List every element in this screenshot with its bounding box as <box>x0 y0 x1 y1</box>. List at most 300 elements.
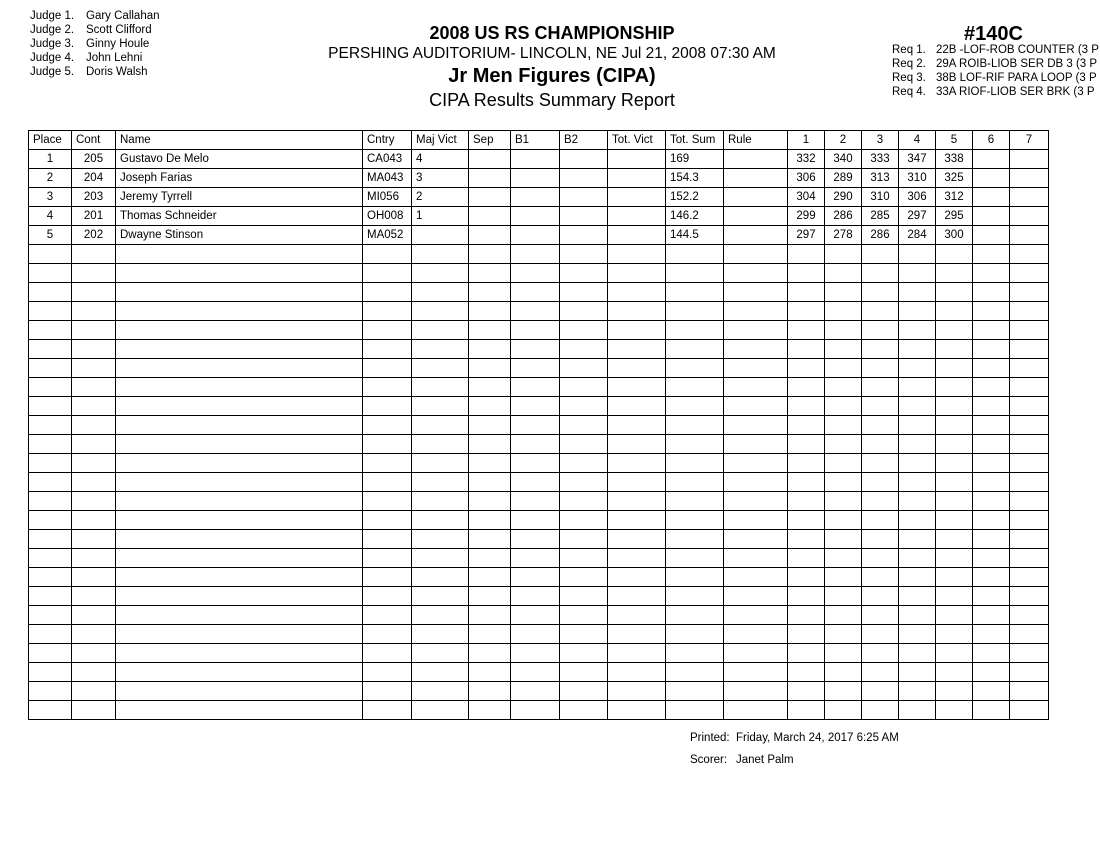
contestant-number-cell: 203 <box>72 188 116 207</box>
separation-cell <box>469 169 511 188</box>
empty-cell <box>412 625 469 644</box>
empty-cell <box>363 682 412 701</box>
judge-3-score-cell: 285 <box>862 207 899 226</box>
empty-cell <box>899 530 936 549</box>
empty-cell <box>29 245 72 264</box>
empty-cell <box>560 283 608 302</box>
empty-cell <box>511 340 560 359</box>
b1-cell <box>511 188 560 207</box>
empty-cell <box>608 416 666 435</box>
empty-cell <box>116 435 363 454</box>
empty-cell <box>862 530 899 549</box>
empty-cell <box>666 283 724 302</box>
b2-cell <box>560 169 608 188</box>
empty-cell <box>899 435 936 454</box>
empty-cell <box>116 511 363 530</box>
major-victories-cell <box>412 226 469 245</box>
judge-1-score-cell: 304 <box>788 188 825 207</box>
major-victories-cell: 4 <box>412 150 469 169</box>
empty-cell <box>862 644 899 663</box>
empty-cell <box>72 625 116 644</box>
empty-cell <box>862 245 899 264</box>
empty-cell <box>724 549 788 568</box>
empty-cell <box>788 321 825 340</box>
empty-cell <box>666 245 724 264</box>
empty-cell <box>973 587 1010 606</box>
empty-cell <box>72 321 116 340</box>
empty-cell <box>862 340 899 359</box>
empty-cell <box>973 378 1010 397</box>
empty-cell <box>511 454 560 473</box>
empty-cell <box>511 492 560 511</box>
empty-cell <box>973 606 1010 625</box>
empty-cell <box>511 606 560 625</box>
empty-cell <box>1010 701 1049 720</box>
rule-cell <box>724 169 788 188</box>
empty-cell <box>116 473 363 492</box>
requirement-row <box>892 71 1100 85</box>
empty-cell <box>973 283 1010 302</box>
empty-cell <box>363 397 412 416</box>
country-cell: OH008 <box>363 207 412 226</box>
empty-cell <box>608 245 666 264</box>
empty-cell <box>511 663 560 682</box>
judge-7-score-cell <box>1010 169 1049 188</box>
empty-cell <box>825 701 862 720</box>
empty-cell <box>608 454 666 473</box>
empty-cell <box>1010 359 1049 378</box>
empty-cell <box>511 359 560 378</box>
empty-cell <box>412 245 469 264</box>
empty-cell <box>936 473 973 492</box>
rule-cell <box>724 188 788 207</box>
scorer-value: Janet Palm <box>736 754 794 766</box>
table-row <box>29 207 1049 226</box>
empty-cell <box>788 435 825 454</box>
empty-cell <box>724 378 788 397</box>
judge-row <box>30 65 160 79</box>
empty-table-row <box>29 663 1049 682</box>
empty-cell <box>29 264 72 283</box>
judge-name: Scott Clifford <box>86 24 152 36</box>
total-victories-cell <box>608 226 666 245</box>
empty-cell <box>469 245 511 264</box>
empty-cell <box>560 435 608 454</box>
empty-cell <box>666 454 724 473</box>
empty-cell <box>899 454 936 473</box>
empty-table-row <box>29 454 1049 473</box>
empty-cell <box>560 568 608 587</box>
empty-cell <box>973 663 1010 682</box>
empty-cell <box>862 416 899 435</box>
table-row <box>29 188 1049 207</box>
column-header: Cont <box>72 131 116 150</box>
empty-cell <box>899 397 936 416</box>
empty-cell <box>724 435 788 454</box>
empty-cell <box>469 511 511 530</box>
empty-cell <box>1010 416 1049 435</box>
empty-cell <box>788 359 825 378</box>
empty-cell <box>608 321 666 340</box>
judge-7-score-cell <box>1010 226 1049 245</box>
empty-cell <box>511 625 560 644</box>
empty-cell <box>1010 321 1049 340</box>
requirement-row <box>892 85 1100 99</box>
empty-cell <box>724 283 788 302</box>
judge-1-score-cell: 332 <box>788 150 825 169</box>
empty-cell <box>825 435 862 454</box>
empty-cell <box>560 625 608 644</box>
empty-cell <box>412 606 469 625</box>
empty-table-row <box>29 530 1049 549</box>
judge-4-score-cell: 347 <box>899 150 936 169</box>
separation-cell <box>469 188 511 207</box>
empty-cell <box>788 340 825 359</box>
empty-cell <box>862 378 899 397</box>
judge-row <box>30 23 160 37</box>
empty-cell <box>29 454 72 473</box>
empty-cell <box>825 416 862 435</box>
judge-1-score-cell: 299 <box>788 207 825 226</box>
empty-cell <box>29 397 72 416</box>
total-victories-cell <box>608 169 666 188</box>
empty-cell <box>72 587 116 606</box>
empty-cell <box>825 492 862 511</box>
empty-cell <box>862 454 899 473</box>
empty-cell <box>72 397 116 416</box>
report-footer <box>690 727 899 771</box>
empty-cell <box>560 701 608 720</box>
empty-cell <box>666 416 724 435</box>
empty-table-row <box>29 435 1049 454</box>
empty-cell <box>469 416 511 435</box>
empty-cell <box>666 264 724 283</box>
empty-cell <box>825 321 862 340</box>
empty-cell <box>608 378 666 397</box>
empty-cell <box>973 492 1010 511</box>
judge-4-score-cell: 310 <box>899 169 936 188</box>
empty-table-row <box>29 397 1049 416</box>
empty-cell <box>825 587 862 606</box>
empty-cell <box>825 264 862 283</box>
empty-cell <box>1010 473 1049 492</box>
empty-cell <box>363 264 412 283</box>
judge-3-score-cell: 286 <box>862 226 899 245</box>
judge-7-score-cell <box>1010 207 1049 226</box>
judge-column-header: 4 <box>899 131 936 150</box>
empty-table-row <box>29 492 1049 511</box>
empty-cell <box>469 340 511 359</box>
judge-number: Judge 5. <box>30 66 75 78</box>
empty-cell <box>973 568 1010 587</box>
empty-cell <box>412 644 469 663</box>
empty-cell <box>511 587 560 606</box>
empty-cell <box>788 245 825 264</box>
empty-cell <box>788 549 825 568</box>
empty-cell <box>936 644 973 663</box>
printed-line <box>690 727 899 749</box>
empty-cell <box>666 397 724 416</box>
empty-cell <box>412 682 469 701</box>
empty-cell <box>363 511 412 530</box>
empty-cell <box>1010 378 1049 397</box>
name-cell: Joseph Farias <box>116 169 363 188</box>
rule-cell <box>724 150 788 169</box>
judge-column-header: 5 <box>936 131 973 150</box>
empty-cell <box>973 549 1010 568</box>
empty-table-row <box>29 416 1049 435</box>
empty-table-row <box>29 378 1049 397</box>
empty-cell <box>788 302 825 321</box>
empty-cell <box>608 606 666 625</box>
empty-cell <box>666 302 724 321</box>
empty-cell <box>116 492 363 511</box>
venue-line: PERSHING AUDITORIUM- LINCOLN, NE Jul 21, 2008 07:30 AM <box>328 45 776 62</box>
empty-cell <box>788 644 825 663</box>
report-header <box>292 22 812 112</box>
judge-name: Gary Callahan <box>86 10 160 22</box>
empty-cell <box>1010 625 1049 644</box>
judge-number: Judge 4. <box>30 52 75 64</box>
empty-cell <box>29 473 72 492</box>
empty-cell <box>666 568 724 587</box>
empty-cell <box>511 321 560 340</box>
empty-cell <box>936 378 973 397</box>
empty-cell <box>973 302 1010 321</box>
judge-7-score-cell <box>1010 150 1049 169</box>
empty-cell <box>363 549 412 568</box>
empty-cell <box>666 321 724 340</box>
empty-cell <box>363 378 412 397</box>
empty-cell <box>511 302 560 321</box>
empty-cell <box>363 644 412 663</box>
empty-cell <box>560 530 608 549</box>
country-cell: MI056 <box>363 188 412 207</box>
empty-cell <box>666 606 724 625</box>
empty-cell <box>788 587 825 606</box>
empty-cell <box>788 416 825 435</box>
empty-cell <box>1010 568 1049 587</box>
judge-4-score-cell: 297 <box>899 207 936 226</box>
empty-cell <box>469 454 511 473</box>
empty-cell <box>116 644 363 663</box>
empty-cell <box>560 416 608 435</box>
empty-cell <box>899 587 936 606</box>
empty-cell <box>469 625 511 644</box>
empty-cell <box>412 454 469 473</box>
empty-cell <box>899 283 936 302</box>
empty-cell <box>825 302 862 321</box>
empty-cell <box>608 359 666 378</box>
empty-cell <box>788 264 825 283</box>
empty-cell <box>412 264 469 283</box>
empty-cell <box>788 492 825 511</box>
empty-cell <box>788 682 825 701</box>
empty-cell <box>899 359 936 378</box>
b1-cell <box>511 226 560 245</box>
empty-cell <box>116 606 363 625</box>
empty-cell <box>412 359 469 378</box>
empty-table-row <box>29 568 1049 587</box>
empty-cell <box>469 321 511 340</box>
judge-number: Judge 1. <box>30 10 75 22</box>
empty-cell <box>825 283 862 302</box>
empty-cell <box>973 701 1010 720</box>
empty-cell <box>724 568 788 587</box>
empty-cell <box>936 340 973 359</box>
empty-cell <box>363 321 412 340</box>
empty-cell <box>412 492 469 511</box>
empty-cell <box>724 264 788 283</box>
empty-cell <box>1010 454 1049 473</box>
empty-cell <box>363 283 412 302</box>
empty-cell <box>29 606 72 625</box>
empty-cell <box>72 340 116 359</box>
empty-cell <box>666 644 724 663</box>
empty-cell <box>412 416 469 435</box>
place-cell: 5 <box>29 226 72 245</box>
judge-6-score-cell <box>973 207 1010 226</box>
empty-cell <box>666 473 724 492</box>
empty-cell <box>511 397 560 416</box>
empty-cell <box>469 549 511 568</box>
empty-table-row <box>29 549 1049 568</box>
judge-column-header: 6 <box>973 131 1010 150</box>
empty-cell <box>936 245 973 264</box>
judge-row <box>30 37 160 51</box>
empty-cell <box>788 606 825 625</box>
empty-cell <box>363 663 412 682</box>
empty-cell <box>936 283 973 302</box>
judge-4-score-cell: 306 <box>899 188 936 207</box>
empty-cell <box>825 397 862 416</box>
empty-cell <box>724 359 788 378</box>
empty-cell <box>511 264 560 283</box>
judge-2-score-cell: 340 <box>825 150 862 169</box>
empty-cell <box>511 245 560 264</box>
place-cell: 3 <box>29 188 72 207</box>
empty-cell <box>1010 663 1049 682</box>
name-cell: Dwayne Stinson <box>116 226 363 245</box>
table-row <box>29 150 1049 169</box>
rule-cell <box>724 207 788 226</box>
empty-cell <box>469 397 511 416</box>
requirement-text: 38B LOF-RIF PARA LOOP (3 P <box>936 72 1097 84</box>
empty-cell <box>936 302 973 321</box>
empty-cell <box>899 606 936 625</box>
judge-number: Judge 3. <box>30 38 75 50</box>
empty-cell <box>469 568 511 587</box>
country-cell: MA052 <box>363 226 412 245</box>
empty-cell <box>116 302 363 321</box>
judge-column-header: 7 <box>1010 131 1049 150</box>
empty-cell <box>29 492 72 511</box>
empty-cell <box>560 359 608 378</box>
empty-cell <box>469 587 511 606</box>
empty-cell <box>412 530 469 549</box>
b2-cell <box>560 150 608 169</box>
empty-cell <box>469 473 511 492</box>
empty-cell <box>788 454 825 473</box>
empty-cell <box>973 340 1010 359</box>
empty-cell <box>72 378 116 397</box>
empty-table-row <box>29 644 1049 663</box>
empty-cell <box>973 245 1010 264</box>
empty-cell <box>724 701 788 720</box>
b1-cell <box>511 169 560 188</box>
empty-cell <box>825 340 862 359</box>
empty-cell <box>511 682 560 701</box>
empty-cell <box>936 625 973 644</box>
empty-cell <box>724 340 788 359</box>
empty-cell <box>511 701 560 720</box>
empty-cell <box>1010 644 1049 663</box>
empty-cell <box>608 663 666 682</box>
empty-cell <box>724 663 788 682</box>
empty-cell <box>788 397 825 416</box>
empty-cell <box>116 378 363 397</box>
empty-cell <box>788 473 825 492</box>
empty-cell <box>724 245 788 264</box>
empty-cell <box>72 264 116 283</box>
empty-cell <box>412 663 469 682</box>
empty-cell <box>899 340 936 359</box>
empty-cell <box>469 283 511 302</box>
empty-cell <box>862 321 899 340</box>
major-victories-cell: 2 <box>412 188 469 207</box>
empty-cell <box>560 663 608 682</box>
empty-cell <box>511 283 560 302</box>
empty-cell <box>560 321 608 340</box>
empty-cell <box>412 435 469 454</box>
empty-cell <box>116 359 363 378</box>
empty-cell <box>29 511 72 530</box>
empty-cell <box>608 530 666 549</box>
empty-cell <box>862 359 899 378</box>
empty-table-row <box>29 606 1049 625</box>
empty-cell <box>363 454 412 473</box>
empty-cell <box>899 511 936 530</box>
judge-7-score-cell <box>1010 188 1049 207</box>
judge-name: John Lehni <box>86 52 143 64</box>
empty-cell <box>973 682 1010 701</box>
empty-cell <box>469 378 511 397</box>
empty-cell <box>608 549 666 568</box>
country-cell: CA043 <box>363 150 412 169</box>
empty-cell <box>973 454 1010 473</box>
column-header: Rule <box>724 131 788 150</box>
column-header: Maj Vict <box>412 131 469 150</box>
empty-cell <box>825 682 862 701</box>
empty-cell <box>116 587 363 606</box>
judge-1-score-cell: 297 <box>788 226 825 245</box>
empty-cell <box>72 682 116 701</box>
empty-cell <box>936 511 973 530</box>
empty-cell <box>29 435 72 454</box>
empty-cell <box>899 492 936 511</box>
empty-cell <box>899 245 936 264</box>
empty-cell <box>29 625 72 644</box>
contestant-number-cell: 201 <box>72 207 116 226</box>
empty-cell <box>724 587 788 606</box>
empty-cell <box>899 701 936 720</box>
requirement-text: 33A RIOF-LIOB SER BRK (3 P <box>936 86 1095 98</box>
empty-cell <box>862 625 899 644</box>
empty-cell <box>666 340 724 359</box>
empty-table-row <box>29 511 1049 530</box>
empty-cell <box>72 530 116 549</box>
empty-cell <box>936 359 973 378</box>
